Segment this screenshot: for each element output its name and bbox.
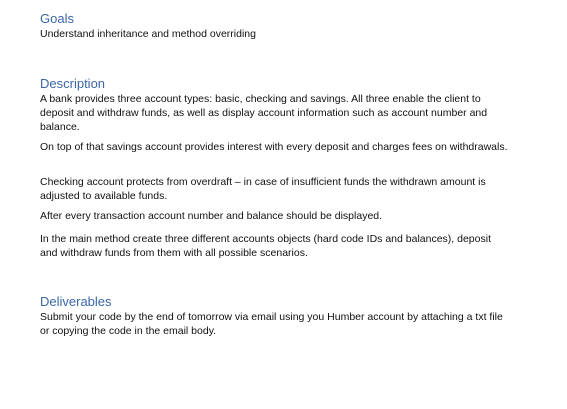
deliverables-heading: Deliverables [40, 294, 112, 309]
goals-text: Understand inheritance and method overriding [40, 28, 256, 40]
description-paragraph-5: In the main method create three different accounts objects (hard code IDs and balances), deposit and withdraw funds from them with all possible scenarios. [40, 233, 491, 259]
description-paragraph-3: Checking account protects from overdraft – in case of insufficient funds the withdrawn amount is adjusted to available funds. [40, 176, 486, 202]
description-heading: Description [40, 76, 106, 91]
goals-heading: Goals [40, 11, 74, 26]
deliverables-text: Submit your code by the end of tomorrow via email using you Humber account by attaching a txt file or copying the code in the email body. [40, 311, 503, 337]
description-paragraph-4: After every transaction account number and balance should be displayed. [40, 210, 383, 222]
description-paragraph-1: A bank provides three account types: basic, checking and savings. All three enable the client to deposit and withdraw funds, as well as display account information such as account number and balance. [40, 93, 488, 133]
description-paragraph-2: On top of that savings account provides interest with every deposit and charges fees on withdrawals. [40, 141, 508, 153]
